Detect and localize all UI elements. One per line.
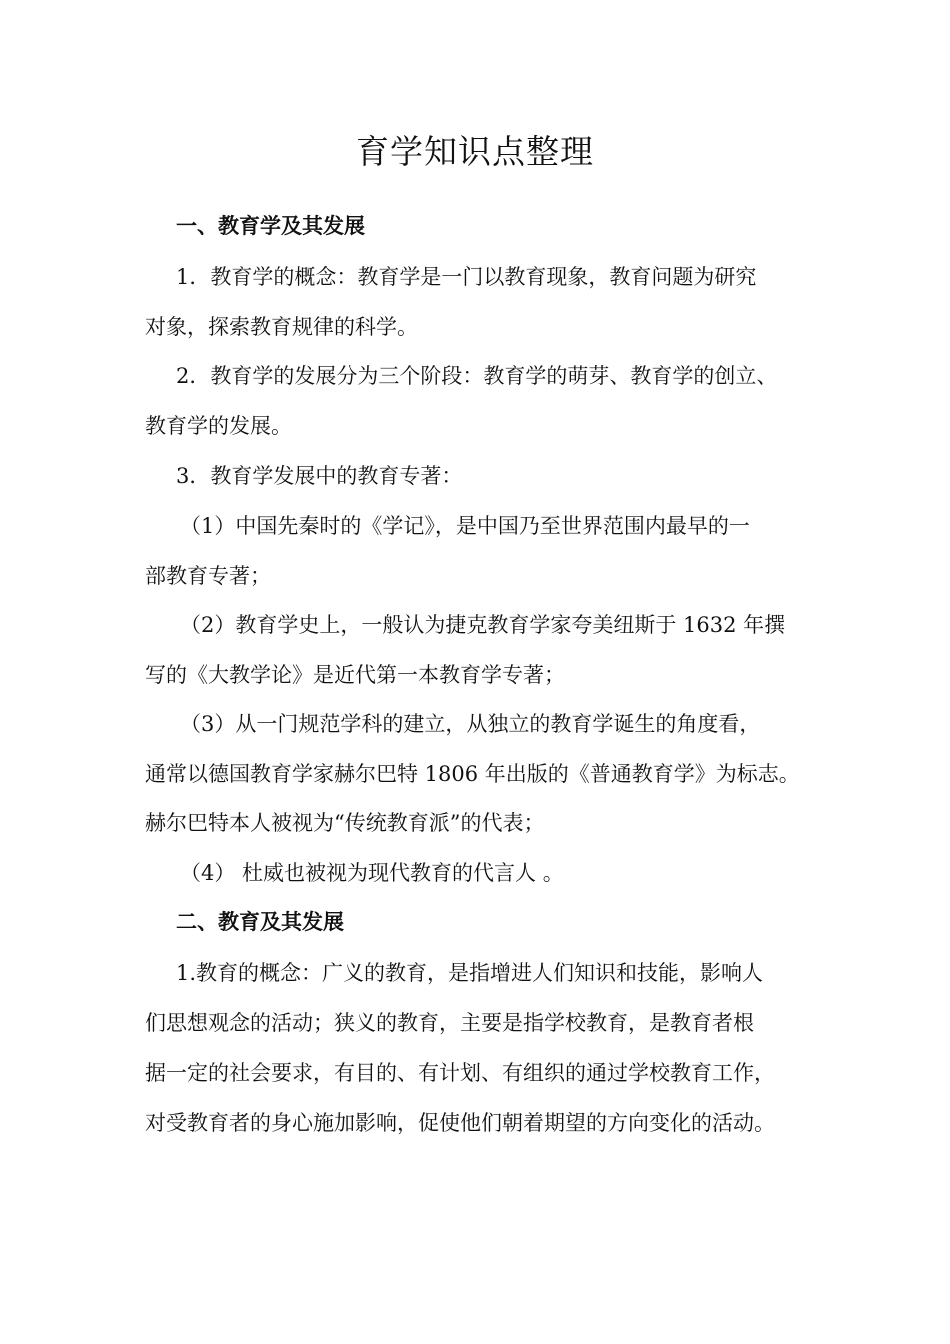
paragraph-line: 据一定的社会要求，有目的、有计划、有组织的通过学校教育工作， (145, 1061, 775, 1085)
paragraph-line: 2．教育学的发展分为三个阶段：教育学的萌芽、教育学的创立、 (176, 364, 778, 388)
paragraph-line: 对受教育者的身心施加影响，促使他们朝着期望的方向变化的活动。 (145, 1111, 775, 1135)
paragraph-line: （4） 杜威也被视为现代教育的代言人 。 (180, 861, 564, 885)
paragraph-line: （2）教育学史上，一般认为捷克教育学家夸美纽斯于 1632 年撰 (180, 613, 786, 637)
paragraph-line: （3）从一门规范学科的建立，从独立的教育学诞生的角度看， (180, 712, 761, 736)
paragraph-line: 3．教育学发展中的教育专著： (176, 464, 463, 488)
section-heading-2: 二、教育及其发展 (176, 910, 344, 934)
paragraph-line: 赫尔巴特本人被视为“传统教育派”的代表； (145, 811, 545, 835)
paragraph-line: 1.教育的概念：广义的教育，是指增进人们知识和技能，影响人 (176, 961, 764, 985)
paragraph-line: 写的《大教学论》是近代第一本教育学专著； (145, 663, 565, 687)
paragraph-line: 教育学的发展。 (145, 414, 292, 438)
paragraph-line: 部教育专著； (145, 564, 271, 588)
paragraph-line: 对象，探索教育规律的科学。 (145, 315, 418, 339)
section-heading-1: 一、教育学及其发展 (176, 214, 365, 238)
paragraph-line: 们思想观念的活动；狭义的教育，主要是指学校教育，是教育者根 (145, 1011, 754, 1035)
document-title: 育学知识点整理 (356, 132, 594, 171)
paragraph-line: 1．教育学的概念：教育学是一门以教育现象，教育问题为研究 (176, 265, 757, 289)
paragraph-line: （1）中国先秦时的《学记》，是中国乃至世界范围内最早的一 (180, 514, 750, 538)
paragraph-line: 通常以德国教育学家赫尔巴特 1806 年出版的《普通教育学》为标志。 (145, 762, 800, 786)
